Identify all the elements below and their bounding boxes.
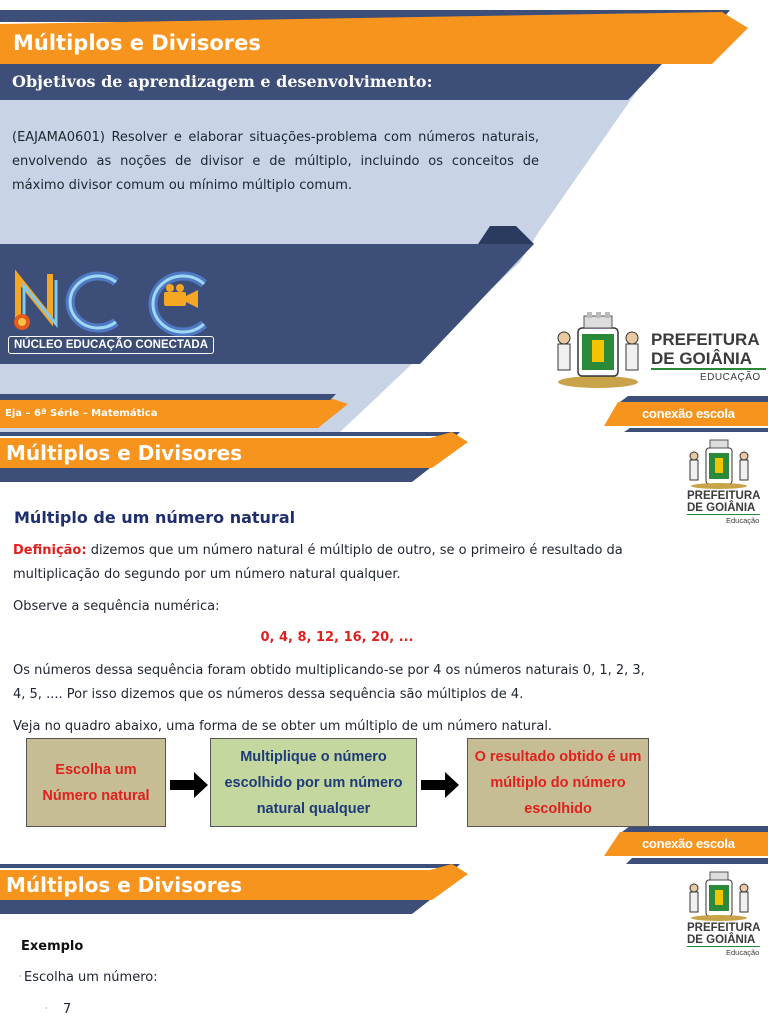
prefeitura-divider bbox=[687, 514, 760, 515]
prefeitura-line2: DE GOIÂNIA bbox=[651, 349, 753, 368]
bullet-icon: · bbox=[19, 972, 22, 981]
arrow-right-icon bbox=[170, 772, 208, 798]
slide-multiplo bbox=[0, 432, 768, 864]
prefeitura-line3: Educação bbox=[726, 516, 760, 525]
section-heading: Múltiplo de um número natural bbox=[14, 508, 296, 527]
prefeitura-logo-small bbox=[684, 870, 764, 957]
slide3-title: Múltiplos e Divisores bbox=[6, 873, 243, 897]
arrow-right-icon bbox=[421, 772, 459, 798]
prefeitura-divider bbox=[687, 946, 760, 947]
step-box-result bbox=[467, 738, 649, 827]
step-label: Multiplique o número escolhido por um número natural qualquer bbox=[224, 748, 403, 817]
prefeitura-line1: PREFEITURA bbox=[651, 330, 760, 349]
step-label: O resultado obtido é um múltiplo do número escolhido bbox=[474, 748, 642, 817]
step-box-choose bbox=[26, 738, 166, 827]
prefeitura-logo-small bbox=[684, 438, 764, 525]
slide1-subtitle: Objetivos de aprendizagem e desenvolvimento: bbox=[12, 72, 433, 91]
explanation-paragraph: Os números dessa sequência foram obtido multiplicando-se por 4 os números naturais 0, 1, 2, 3, 4, 5, .... Por isso dizemos que os números dessa sequência são múltiplos de 4. bbox=[13, 663, 645, 702]
prefeitura-line1: PREFEITURA bbox=[687, 922, 761, 934]
see-below-text: Veja no quadro abaixo, uma forma de se obter um múltiplo de um número natural. bbox=[13, 719, 553, 733]
prefeitura-divider bbox=[651, 368, 766, 370]
prefeitura-logo bbox=[548, 310, 768, 390]
definition-label: Definição: bbox=[13, 543, 87, 558]
step-box-multiply bbox=[210, 738, 417, 827]
slide2-title: Múltiplos e Divisores bbox=[6, 441, 243, 465]
slide-exemplo bbox=[0, 864, 768, 1024]
number-sequence: 0, 4, 8, 12, 16, 20, ... bbox=[260, 630, 414, 645]
coat-of-arms-icon bbox=[684, 438, 754, 490]
prefeitura-line1: PREFEITURA bbox=[687, 490, 761, 502]
prefeitura-line2: DE GOIÂNIA bbox=[687, 502, 756, 514]
definition-text: dizemos que um número natural é múltiplo de outro, se o primeiro é resultado da multiplicação do segundo por um número natural qualquer. bbox=[13, 543, 623, 582]
example-number: 7 bbox=[63, 1002, 72, 1017]
coat-of-arms-icon bbox=[684, 870, 754, 922]
course-label: Eja – 6ª Série – Matemática bbox=[5, 408, 158, 419]
coat-of-arms-icon bbox=[548, 310, 648, 390]
prefeitura-line3: EDUCAÇÃO bbox=[700, 372, 761, 383]
bullet-icon: · bbox=[45, 1004, 48, 1013]
prefeitura-line2: DE GOIÂNIA bbox=[687, 934, 756, 946]
observe-text: Observe a sequência numérica: bbox=[13, 599, 220, 614]
ncc-logo-label: NÚCLEO EDUCAÇÃO CONECTADA bbox=[8, 336, 214, 354]
definition-paragraph bbox=[13, 539, 653, 587]
conexao-escola-logo: conexão escola bbox=[642, 836, 735, 851]
ncc-logo bbox=[8, 262, 228, 360]
prefeitura-line3: Educação bbox=[726, 948, 760, 957]
example-step: Escolha um número: bbox=[24, 970, 158, 985]
step-label: Escolha um Número natural bbox=[42, 761, 150, 804]
ncc-logo-graphic bbox=[8, 262, 228, 340]
slide-title bbox=[0, 0, 768, 432]
conexao-escola-logo: conexão escola bbox=[642, 406, 735, 421]
slide1-title: Múltiplos e Divisores bbox=[13, 31, 261, 55]
example-label: Exemplo bbox=[21, 939, 84, 954]
objective-text: (EAJAMA0601) Resolver e elaborar situações-problema com números naturais, envolvendo as noções de divisor e de múltiplo, incluindo os conceitos de máximo divisor comum ou mínimo múltiplo comum. bbox=[12, 130, 539, 193]
